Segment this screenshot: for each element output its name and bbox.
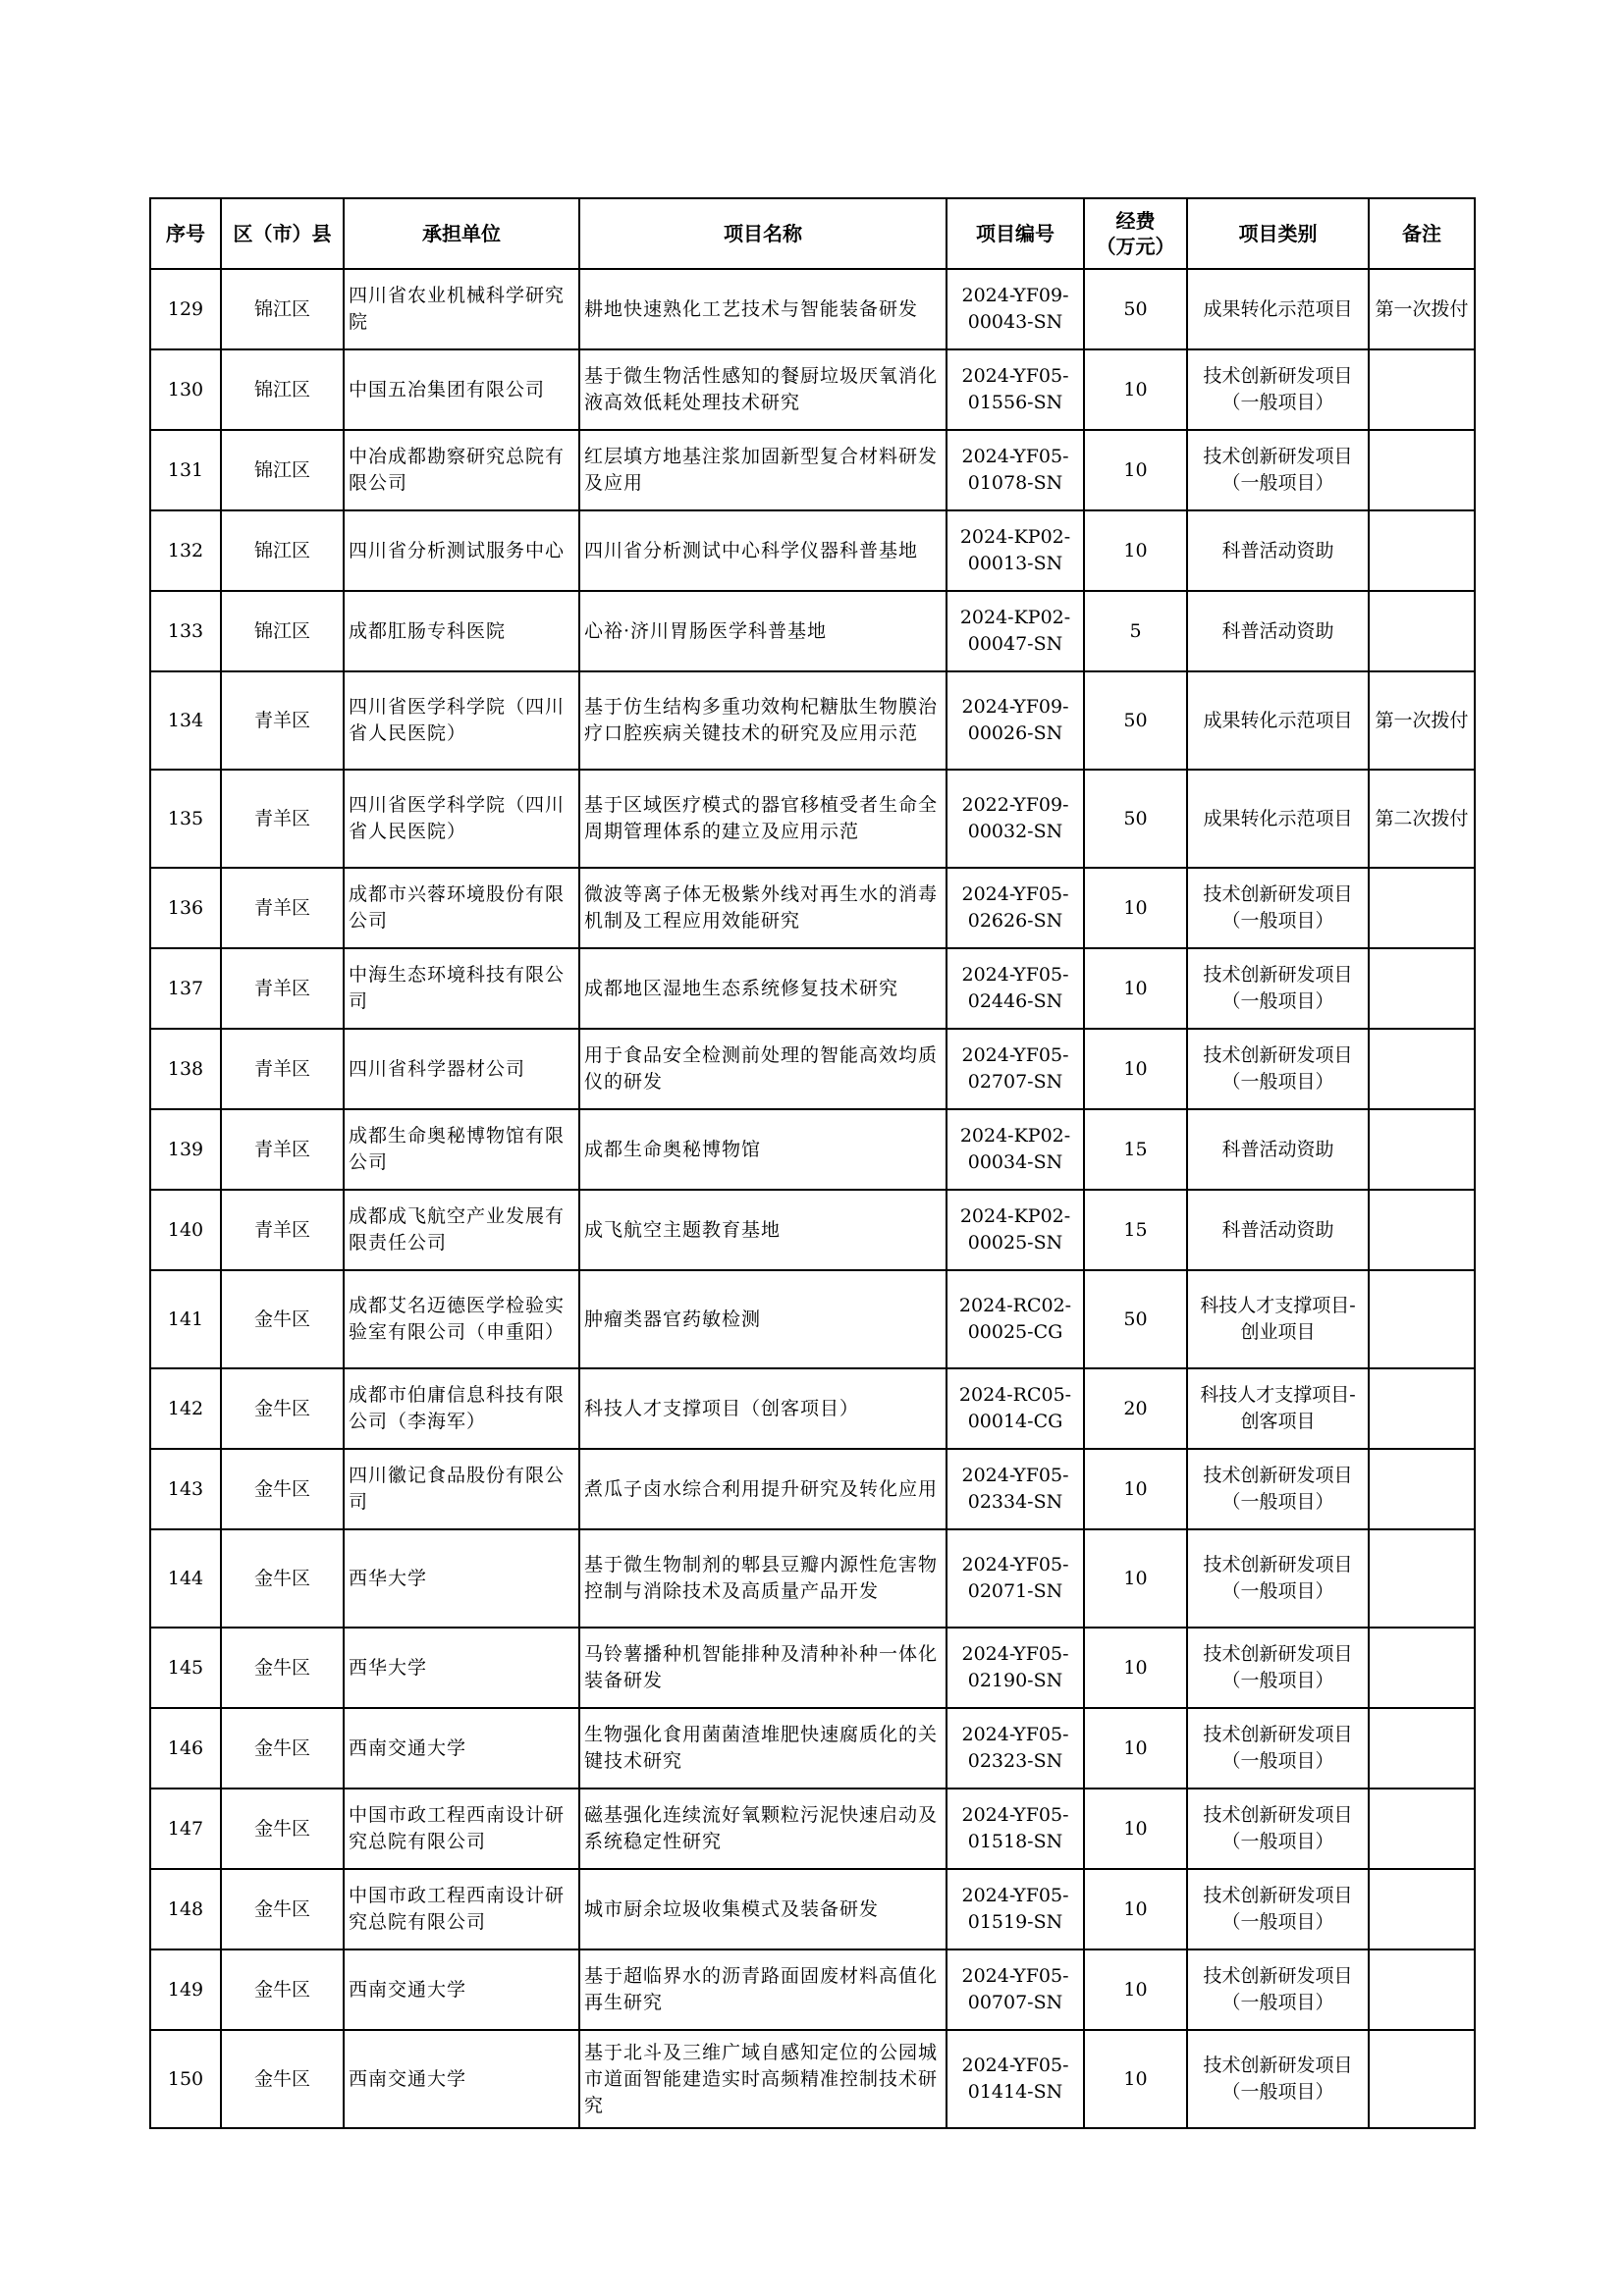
cell-code: 2024-YF05-02190-SN — [947, 1628, 1084, 1708]
cell-code: 2024-KP02-00013-SN — [947, 510, 1084, 591]
cell-no: 141 — [150, 1270, 221, 1368]
cell-fund: 10 — [1084, 1708, 1187, 1789]
cell-category: 科技人才支撑项目-创业项目 — [1187, 1270, 1369, 1368]
table-row — [150, 1529, 1475, 1628]
cell-district: 金牛区 — [221, 1529, 344, 1628]
cell-project: 城市厨余垃圾收集模式及装备研发 — [579, 1869, 947, 1949]
cell-no: 132 — [150, 510, 221, 591]
header-no: 序号 — [150, 198, 221, 269]
cell-no: 144 — [150, 1529, 221, 1628]
cell-district: 锦江区 — [221, 591, 344, 671]
cell-code: 2024-KP02-00025-SN — [947, 1190, 1084, 1270]
cell-no: 145 — [150, 1628, 221, 1708]
cell-note — [1369, 349, 1475, 430]
cell-project: 煮瓜子卤水综合利用提升研究及转化应用 — [579, 1449, 947, 1529]
cell-project: 基于超临界水的沥青路面固废材料高值化再生研究 — [579, 1949, 947, 2030]
table-row — [150, 948, 1475, 1029]
cell-fund: 10 — [1084, 1869, 1187, 1949]
cell-unit: 四川省分析测试服务中心 — [344, 510, 579, 591]
cell-category: 科普活动资助 — [1187, 591, 1369, 671]
cell-note — [1369, 868, 1475, 948]
cell-project: 成飞航空主题教育基地 — [579, 1190, 947, 1270]
cell-unit: 中国市政工程西南设计研究总院有限公司 — [344, 1789, 579, 1869]
table-row — [150, 2030, 1475, 2128]
cell-project: 磁基强化连续流好氧颗粒污泥快速启动及系统稳定性研究 — [579, 1789, 947, 1869]
cell-unit: 西华大学 — [344, 1628, 579, 1708]
table-row — [150, 1949, 1475, 2030]
cell-district: 青羊区 — [221, 1109, 344, 1190]
cell-project: 用于食品安全检测前处理的智能高效均质仪的研发 — [579, 1029, 947, 1109]
cell-unit: 中国五冶集团有限公司 — [344, 349, 579, 430]
cell-fund: 50 — [1084, 770, 1187, 868]
header-unit: 承担单位 — [344, 198, 579, 269]
cell-fund: 10 — [1084, 868, 1187, 948]
cell-category: 技术创新研发项目（一般项目） — [1187, 349, 1369, 430]
table-header-row — [150, 198, 1475, 269]
cell-fund: 10 — [1084, 948, 1187, 1029]
cell-unit: 成都肛肠专科医院 — [344, 591, 579, 671]
cell-note — [1369, 1628, 1475, 1708]
cell-category: 技术创新研发项目（一般项目） — [1187, 1789, 1369, 1869]
cell-district: 金牛区 — [221, 1449, 344, 1529]
cell-category: 成果转化示范项目 — [1187, 671, 1369, 770]
cell-code: 2024-YF05-01414-SN — [947, 2030, 1084, 2128]
cell-fund: 10 — [1084, 349, 1187, 430]
project-funding-table — [149, 197, 1476, 2129]
cell-note — [1369, 510, 1475, 591]
cell-fund: 10 — [1084, 1529, 1187, 1628]
table-row — [150, 1190, 1475, 1270]
cell-project: 生物强化食用菌菌渣堆肥快速腐质化的关键技术研究 — [579, 1708, 947, 1789]
table-row — [150, 1029, 1475, 1109]
cell-unit: 西华大学 — [344, 1529, 579, 1628]
cell-unit: 成都艾名迈德医学检验实验室有限公司（申重阳） — [344, 1270, 579, 1368]
cell-district: 青羊区 — [221, 1190, 344, 1270]
cell-category: 技术创新研发项目（一般项目） — [1187, 1628, 1369, 1708]
cell-code: 2024-YF05-02334-SN — [947, 1449, 1084, 1529]
cell-code: 2024-YF05-02323-SN — [947, 1708, 1084, 1789]
cell-unit: 西南交通大学 — [344, 2030, 579, 2128]
cell-district: 青羊区 — [221, 770, 344, 868]
cell-no: 130 — [150, 349, 221, 430]
cell-district: 锦江区 — [221, 510, 344, 591]
cell-note — [1369, 1109, 1475, 1190]
cell-project: 基于微生物活性感知的餐厨垃圾厌氧消化液高效低耗处理技术研究 — [579, 349, 947, 430]
cell-project: 耕地快速熟化工艺技术与智能装备研发 — [579, 269, 947, 349]
cell-district: 金牛区 — [221, 2030, 344, 2128]
cell-district: 青羊区 — [221, 948, 344, 1029]
cell-category: 科技人才支撑项目-创客项目 — [1187, 1368, 1369, 1449]
cell-code: 2022-YF09-00032-SN — [947, 770, 1084, 868]
cell-note — [1369, 591, 1475, 671]
cell-unit: 西南交通大学 — [344, 1949, 579, 2030]
table-row — [150, 510, 1475, 591]
cell-unit: 成都成飞航空产业发展有限责任公司 — [344, 1190, 579, 1270]
table-row — [150, 1789, 1475, 1869]
cell-fund: 10 — [1084, 1628, 1187, 1708]
cell-project: 肿瘤类器官药敏检测 — [579, 1270, 947, 1368]
cell-fund: 20 — [1084, 1368, 1187, 1449]
table-row — [150, 269, 1475, 349]
cell-category: 技术创新研发项目（一般项目） — [1187, 1529, 1369, 1628]
table-row — [150, 671, 1475, 770]
cell-code: 2024-YF05-02071-SN — [947, 1529, 1084, 1628]
header-code: 项目编号 — [947, 198, 1084, 269]
cell-unit: 成都市伯庸信息科技有限公司（李海军） — [344, 1368, 579, 1449]
cell-category: 成果转化示范项目 — [1187, 770, 1369, 868]
header-fund: 经费 （万元） — [1084, 198, 1187, 269]
cell-code: 2024-YF05-02707-SN — [947, 1029, 1084, 1109]
cell-code: 2024-YF09-00026-SN — [947, 671, 1084, 770]
cell-district: 金牛区 — [221, 1789, 344, 1869]
cell-fund: 15 — [1084, 1109, 1187, 1190]
cell-unit: 四川省农业机械科学研究院 — [344, 269, 579, 349]
cell-project: 科技人才支撑项目（创客项目） — [579, 1368, 947, 1449]
cell-no: 139 — [150, 1109, 221, 1190]
cell-project: 四川省分析测试中心科学仪器科普基地 — [579, 510, 947, 591]
header-note: 备注 — [1369, 198, 1475, 269]
cell-project: 马铃薯播种机智能排种及清种补种一体化装备研发 — [579, 1628, 947, 1708]
table-row — [150, 1869, 1475, 1949]
cell-category: 科普活动资助 — [1187, 1109, 1369, 1190]
cell-district: 锦江区 — [221, 349, 344, 430]
table-row — [150, 1449, 1475, 1529]
cell-no: 129 — [150, 269, 221, 349]
cell-code: 2024-KP02-00034-SN — [947, 1109, 1084, 1190]
cell-no: 135 — [150, 770, 221, 868]
cell-category: 技术创新研发项目（一般项目） — [1187, 1708, 1369, 1789]
cell-category: 科普活动资助 — [1187, 510, 1369, 591]
cell-district: 锦江区 — [221, 430, 344, 510]
cell-fund: 10 — [1084, 1789, 1187, 1869]
cell-unit: 中冶成都勘察研究总院有限公司 — [344, 430, 579, 510]
cell-project: 基于北斗及三维广域自感知定位的公园城市道面智能建造实时高频精准控制技术研究 — [579, 2030, 947, 2128]
cell-note — [1369, 1708, 1475, 1789]
cell-note: 第二次拨付 — [1369, 770, 1475, 868]
cell-category: 技术创新研发项目（一般项目） — [1187, 2030, 1369, 2128]
cell-unit: 成都市兴蓉环境股份有限公司 — [344, 868, 579, 948]
table-row — [150, 591, 1475, 671]
cell-category: 技术创新研发项目（一般项目） — [1187, 430, 1369, 510]
cell-district: 青羊区 — [221, 671, 344, 770]
header-category: 项目类别 — [1187, 198, 1369, 269]
cell-code: 2024-RC02-00025-CG — [947, 1270, 1084, 1368]
cell-category: 技术创新研发项目（一般项目） — [1187, 868, 1369, 948]
cell-district: 金牛区 — [221, 1628, 344, 1708]
cell-fund: 10 — [1084, 1029, 1187, 1109]
cell-note — [1369, 948, 1475, 1029]
cell-fund: 10 — [1084, 430, 1187, 510]
cell-note — [1369, 1529, 1475, 1628]
cell-code: 2024-YF05-01519-SN — [947, 1869, 1084, 1949]
cell-fund: 10 — [1084, 1949, 1187, 2030]
cell-code: 2024-RC05-00014-CG — [947, 1368, 1084, 1449]
cell-category: 科普活动资助 — [1187, 1190, 1369, 1270]
cell-fund: 10 — [1084, 1449, 1187, 1529]
cell-district: 青羊区 — [221, 868, 344, 948]
cell-fund: 10 — [1084, 510, 1187, 591]
table-row — [150, 1270, 1475, 1368]
cell-category: 成果转化示范项目 — [1187, 269, 1369, 349]
cell-code: 2024-YF05-02446-SN — [947, 948, 1084, 1029]
cell-district: 金牛区 — [221, 1368, 344, 1449]
cell-note — [1369, 1869, 1475, 1949]
table-row — [150, 868, 1475, 948]
cell-no: 148 — [150, 1869, 221, 1949]
cell-unit: 中海生态环境科技有限公司 — [344, 948, 579, 1029]
cell-no: 136 — [150, 868, 221, 948]
cell-note — [1369, 1789, 1475, 1869]
cell-code: 2024-YF05-02626-SN — [947, 868, 1084, 948]
table-row — [150, 1628, 1475, 1708]
cell-project: 成都生命奥秘博物馆 — [579, 1109, 947, 1190]
cell-fund: 50 — [1084, 269, 1187, 349]
cell-unit: 四川省医学科学院（四川省人民医院） — [344, 671, 579, 770]
cell-district: 金牛区 — [221, 1949, 344, 2030]
cell-code: 2024-YF05-01556-SN — [947, 349, 1084, 430]
cell-unit: 成都生命奥秘博物馆有限公司 — [344, 1109, 579, 1190]
cell-district: 金牛区 — [221, 1270, 344, 1368]
cell-category: 技术创新研发项目（一般项目） — [1187, 1949, 1369, 2030]
table-row — [150, 1708, 1475, 1789]
cell-project: 基于仿生结构多重功效枸杞糖肽生物膜治疗口腔疾病关键技术的研究及应用示范 — [579, 671, 947, 770]
table-row — [150, 1368, 1475, 1449]
cell-note — [1369, 1029, 1475, 1109]
table-row — [150, 1109, 1475, 1190]
cell-fund: 10 — [1084, 2030, 1187, 2128]
header-district: 区（市）县 — [221, 198, 344, 269]
cell-fund: 50 — [1084, 1270, 1187, 1368]
cell-district: 金牛区 — [221, 1869, 344, 1949]
cell-no: 134 — [150, 671, 221, 770]
cell-unit: 西南交通大学 — [344, 1708, 579, 1789]
cell-no: 133 — [150, 591, 221, 671]
cell-project: 基于微生物制剂的郫县豆瓣内源性危害物控制与消除技术及高质量产品开发 — [579, 1529, 947, 1628]
table-row — [150, 430, 1475, 510]
cell-no: 140 — [150, 1190, 221, 1270]
cell-category: 技术创新研发项目（一般项目） — [1187, 948, 1369, 1029]
cell-project: 微波等离子体无极紫外线对再生水的消毒机制及工程应用效能研究 — [579, 868, 947, 948]
cell-no: 131 — [150, 430, 221, 510]
cell-category: 技术创新研发项目（一般项目） — [1187, 1869, 1369, 1949]
cell-code: 2024-YF05-00707-SN — [947, 1949, 1084, 2030]
cell-fund: 5 — [1084, 591, 1187, 671]
cell-category: 技术创新研发项目（一般项目） — [1187, 1029, 1369, 1109]
table-row — [150, 349, 1475, 430]
cell-code: 2024-YF09-00043-SN — [947, 269, 1084, 349]
cell-no: 150 — [150, 2030, 221, 2128]
cell-note — [1369, 1949, 1475, 2030]
cell-no: 147 — [150, 1789, 221, 1869]
cell-district: 锦江区 — [221, 269, 344, 349]
cell-fund: 15 — [1084, 1190, 1187, 1270]
cell-no: 146 — [150, 1708, 221, 1789]
cell-note: 第一次拨付 — [1369, 671, 1475, 770]
cell-note — [1369, 1190, 1475, 1270]
header-project: 项目名称 — [579, 198, 947, 269]
cell-no: 149 — [150, 1949, 221, 2030]
cell-code: 2024-YF05-01518-SN — [947, 1789, 1084, 1869]
cell-project: 成都地区湿地生态系统修复技术研究 — [579, 948, 947, 1029]
cell-code: 2024-YF05-01078-SN — [947, 430, 1084, 510]
cell-unit: 四川省科学器材公司 — [344, 1029, 579, 1109]
cell-note — [1369, 1449, 1475, 1529]
cell-project: 红层填方地基注浆加固新型复合材料研发及应用 — [579, 430, 947, 510]
cell-fund: 50 — [1084, 671, 1187, 770]
table-body — [150, 269, 1475, 2128]
cell-unit: 四川徽记食品股份有限公司 — [344, 1449, 579, 1529]
cell-unit: 中国市政工程西南设计研究总院有限公司 — [344, 1869, 579, 1949]
cell-note — [1369, 1368, 1475, 1449]
cell-unit: 四川省医学科学院（四川省人民医院） — [344, 770, 579, 868]
cell-no: 137 — [150, 948, 221, 1029]
cell-note: 第一次拨付 — [1369, 269, 1475, 349]
cell-note — [1369, 2030, 1475, 2128]
cell-note — [1369, 1270, 1475, 1368]
cell-note — [1369, 430, 1475, 510]
cell-code: 2024-KP02-00047-SN — [947, 591, 1084, 671]
cell-category: 技术创新研发项目（一般项目） — [1187, 1449, 1369, 1529]
cell-no: 142 — [150, 1368, 221, 1449]
cell-project: 基于区域医疗模式的器官移植受者生命全周期管理体系的建立及应用示范 — [579, 770, 947, 868]
cell-no: 143 — [150, 1449, 221, 1529]
cell-no: 138 — [150, 1029, 221, 1109]
table-row — [150, 770, 1475, 868]
cell-district: 青羊区 — [221, 1029, 344, 1109]
cell-project: 心裕·济川胃肠医学科普基地 — [579, 591, 947, 671]
cell-district: 金牛区 — [221, 1708, 344, 1789]
